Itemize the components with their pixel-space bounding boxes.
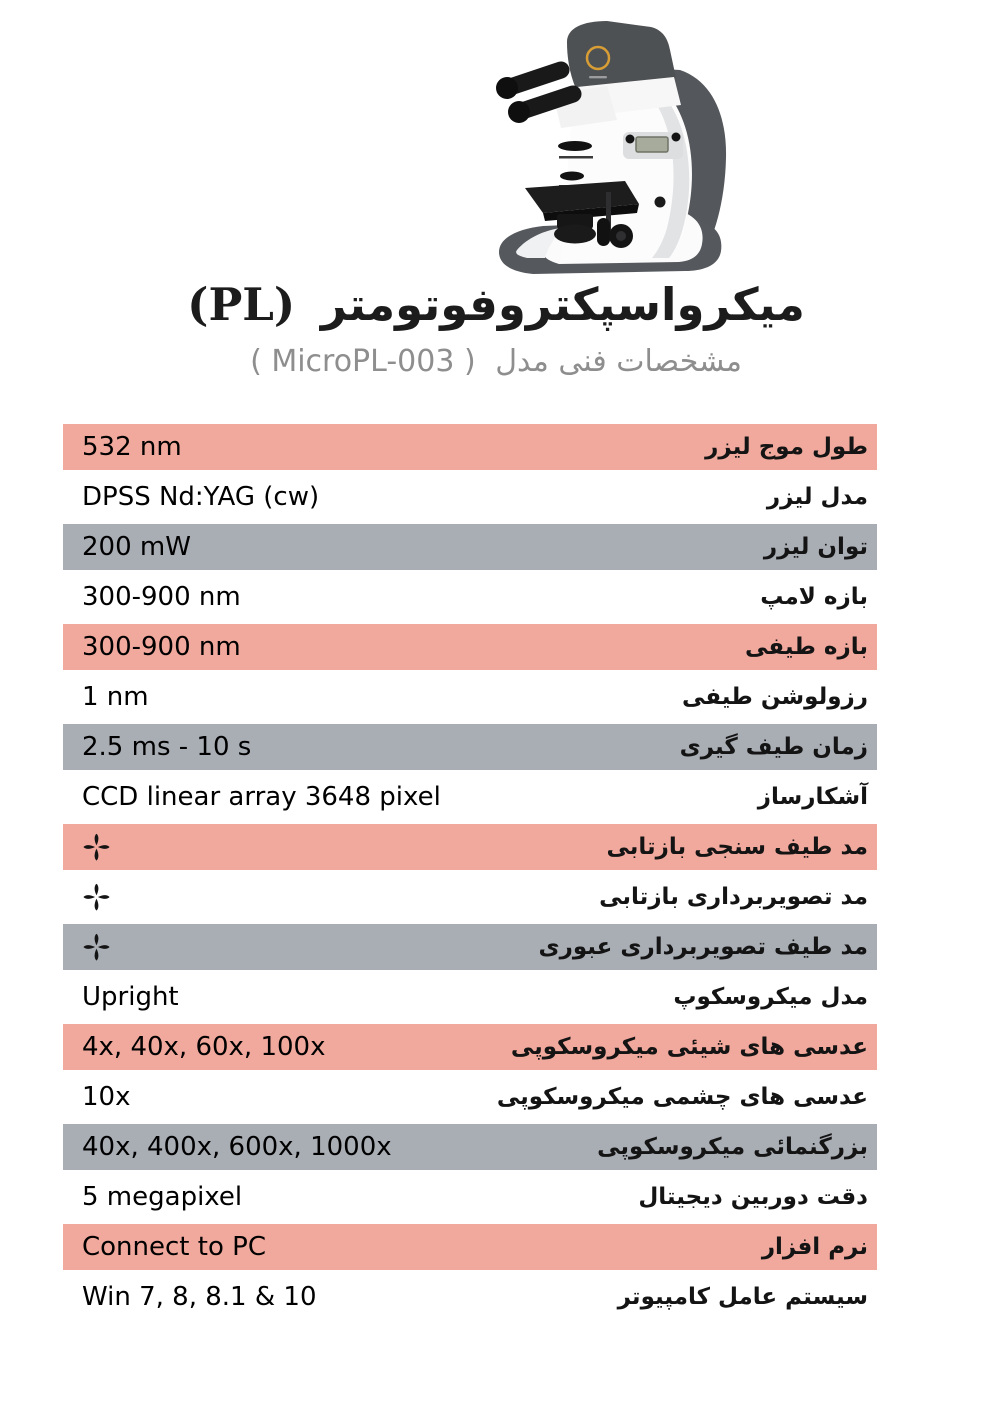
feature-available-cell [82, 831, 111, 863]
spec-row [63, 874, 877, 920]
four-petal-asterisk-icon [82, 931, 111, 963]
product-image [455, 6, 755, 276]
spec-label: عدسی های چشمی میکروسکوپی [496, 1084, 868, 1110]
spec-label: زمان طیف گیری [679, 734, 868, 760]
feature-available-cell [82, 881, 111, 913]
spec-value: CCD linear array 3648 pixel [82, 782, 441, 812]
page-subtitle [0, 344, 992, 379]
spec-label: مد طیف تصویربرداری عبوری [538, 934, 868, 960]
spec-label: توان لیزر [763, 534, 868, 560]
spec-row [63, 1174, 877, 1220]
page-subtitle-latin: ( MicroPL-003 ) [250, 344, 476, 379]
spec-value: DPSS Nd:YAG (cw) [82, 482, 320, 512]
spec-label: رزولوشن طیفی [681, 684, 868, 710]
page-subtitle-fa: مشخصات فنی مدل [495, 344, 742, 379]
spec-row [63, 1024, 877, 1070]
spec-label: مدل میکروسکوپ [673, 984, 868, 1010]
spec-label: آشکارساز [757, 784, 868, 810]
spec-row [63, 774, 877, 820]
four-petal-asterisk-icon [82, 831, 111, 863]
spec-value: 4x, 40x, 60x, 100x [82, 1032, 326, 1062]
spec-row [63, 1274, 877, 1320]
spec-row [63, 1224, 877, 1270]
spec-label: مدل لیزر [766, 484, 868, 510]
spec-label: بزرگنمائی میکروسکوپی [597, 1134, 868, 1160]
spec-value: 300-900 nm [82, 632, 241, 662]
spec-row [63, 624, 877, 670]
spec-value: 300-900 nm [82, 582, 241, 612]
page-title-latin: (PL) [187, 278, 296, 331]
microscope-illustration [455, 6, 755, 276]
spec-value: 5 megapixel [82, 1182, 243, 1212]
spec-row [63, 924, 877, 970]
spec-label: نرم افزار [761, 1234, 868, 1260]
spec-label: بازه طیفی [745, 634, 868, 660]
spec-row [63, 1124, 877, 1170]
spec-row [63, 724, 877, 770]
spec-label: مد تصویربرداری بازتابی [599, 884, 868, 910]
spec-label: سیستم عامل کامپیوتر [617, 1284, 868, 1310]
spec-row [63, 1074, 877, 1120]
spec-value: Win 7, 8, 8.1 & 10 [82, 1282, 317, 1312]
spec-label: عدسی های شیئی میکروسکوپی [510, 1034, 868, 1060]
page-title-fa: میکرواسپکتروفوتومتر [320, 278, 805, 331]
spec-row [63, 424, 877, 470]
spec-row [63, 824, 877, 870]
spec-value: 10x [82, 1082, 131, 1112]
spec-value: 532 nm [82, 432, 182, 462]
spec-value: 2.5 ms - 10 s [82, 732, 252, 762]
feature-available-cell [82, 931, 111, 963]
four-petal-asterisk-icon [82, 881, 111, 913]
spec-label: طول موج لیزر [705, 434, 868, 460]
spec-value: 40x, 400x, 600x, 1000x [82, 1132, 392, 1162]
spec-row [63, 524, 877, 570]
spec-value: Connect to PC [82, 1232, 266, 1262]
spec-row [63, 974, 877, 1020]
spec-table [63, 424, 877, 1324]
spec-row [63, 674, 877, 720]
spec-label: مد طیف سنجی بازتابی [606, 834, 868, 860]
spec-label: بازه لامپ [760, 584, 868, 610]
spec-row [63, 574, 877, 620]
spec-value: 200 mW [82, 532, 191, 562]
spec-row [63, 474, 877, 520]
spec-value: Upright [82, 982, 179, 1012]
spec-value: 1 nm [82, 682, 149, 712]
spec-label: دقت دوربین دیجیتال [638, 1184, 868, 1210]
page-title [0, 278, 992, 331]
